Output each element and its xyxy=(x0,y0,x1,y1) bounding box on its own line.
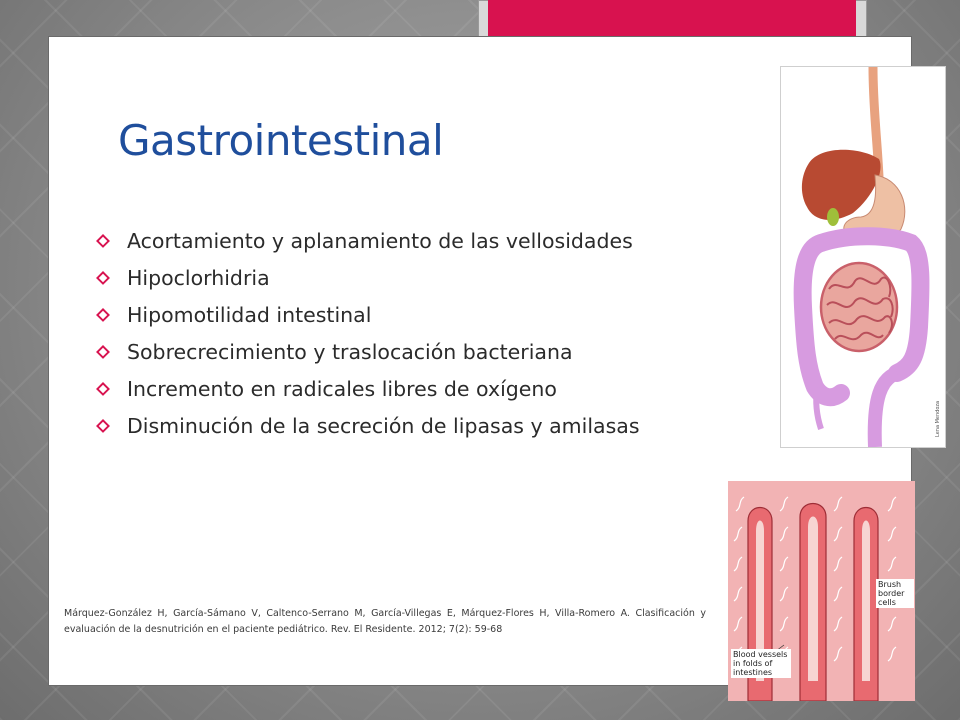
bullet-list xyxy=(96,222,640,444)
bullet-icon xyxy=(96,382,110,396)
bullet-item xyxy=(96,259,640,296)
bullet-text: Hipomotilidad intestinal xyxy=(127,302,372,327)
slide-title: Gastrointestinal xyxy=(118,116,444,165)
bullet-icon xyxy=(96,308,110,322)
digestive-system-image xyxy=(780,66,946,448)
bullet-text: Acortamiento y aplanamiento de las vellosidades xyxy=(127,228,633,253)
blood-vessels-label: Blood vessels in folds of intestines xyxy=(731,649,791,678)
bullet-item xyxy=(96,333,640,370)
bullet-item xyxy=(96,296,640,333)
bullet-text: Sobrecrecimiento y traslocación bacteriana xyxy=(127,339,573,364)
image-credit: Lena Mendoza xyxy=(935,400,941,437)
brush-border-label: Brush border cells xyxy=(876,579,914,608)
bullet-item xyxy=(96,370,640,407)
bullet-icon xyxy=(96,234,110,248)
intestinal-villi-image xyxy=(728,481,915,701)
bullet-text: Hipoclorhidria xyxy=(127,265,270,290)
digestive-system-illustration xyxy=(781,67,945,447)
bullet-text: Disminución de la secreción de lipasas y amilasas xyxy=(127,413,640,438)
citation-text: Márquez-González H, García-Sámano V, Caltenco-Serrano M, García-Villegas E, Márquez-Flores H, Villa-Romero A. Clasificación y evaluación de la desnutrición en el paciente pediátrico. Rev. El Residente. 2012; 7(2): 59-68 xyxy=(64,608,706,635)
bullet-icon xyxy=(96,271,110,285)
bullet-icon xyxy=(96,345,110,359)
bullet-item xyxy=(96,222,640,259)
bullet-text: Incremento en radicales libres de oxígeno xyxy=(127,376,557,401)
bullet-icon xyxy=(96,419,110,433)
bullet-item xyxy=(96,407,640,444)
